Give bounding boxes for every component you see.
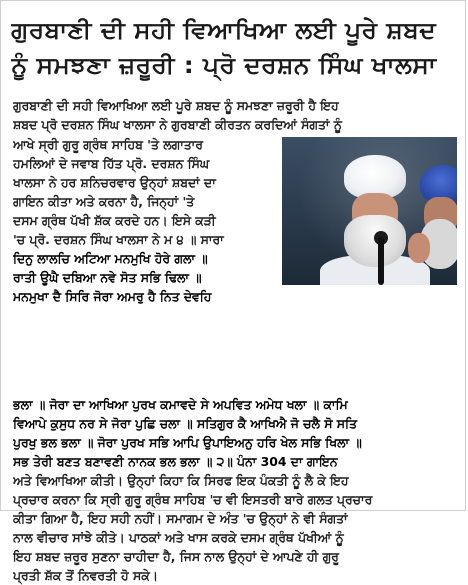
article-line: ਆਖੇ ਸ੍ਰੀ ਗੁਰੂ ਗ੍ਰੰਥ ਸਾਹਿਬ 'ਤੇ ਲਗਾਤਾਰ bbox=[13, 137, 203, 152]
article-intro bbox=[13, 96, 457, 134]
article-continuation bbox=[13, 395, 457, 585]
article-line: ਹਮਲਿਆਂ ਦੇ ਜਵਾਬ ਹਿੱਤ ਪ੍ਰੋ. ਦਰਸ਼ਨ ਸਿੰਘ bbox=[13, 156, 210, 171]
scripture-line: ਸਭ ਤੇਰੀ ਬਣਤ ਬਣਾਵਣੀ ਨਾਨਕ ਭਲ ਭਲਾ ॥ ੨॥ ਪੰਨਾ 304 ਦਾ ਗਾਇਨ bbox=[13, 454, 338, 469]
article-line: ਨਾਲ ਵੀਚਾਰ ਸਾਂਝੇ ਕੀਤੇ। ਪਾਠਕਾਂ ਅਤੇ ਖਾਸ ਕਰਕੇ ਦਸਮ ਗ੍ਰੰਥ ਪੱਖੀਆਂ ਨੂੰ bbox=[13, 530, 344, 545]
news-photo bbox=[282, 137, 457, 285]
article-line: ਕੀਤਾ ਗਿਆ ਹੈ, ਇਹ ਸਹੀ ਨਹੀਂ। ਸਮਾਗਮ ਦੇ ਅੰਤ 'ਚ ਉਨ੍ਹਾਂ ਨੇ ਵੀ ਸੰਗਤਾਂ bbox=[13, 511, 348, 526]
scripture-line: ਪੁਰਖੁ ਭਲ ਭਲਾ ॥ ਜੋਰਾ ਪੁਰਖ ਸਭਿ ਆਪਿ ਉਪਾਇਅਨੁ ਹਰਿ ਖੇਲ ਸਭਿ ਖਿਲਾ ॥ bbox=[13, 435, 362, 450]
article-line: ਪ੍ਰਚਾਰ ਕਰਨਾ ਕਿ ਸ੍ਰੀ ਗੁਰੂ ਗ੍ਰੰਥ ਸਾਹਿਬ 'ਚ ਵੀ ਇਸਤਰੀ ਬਾਰੇ ਗਲਤ ਪ੍ਰਚਾਰ bbox=[13, 492, 373, 507]
headline bbox=[11, 13, 459, 83]
article-line: 'ਚ ਪ੍ਰੋ. ਦਰਸ਼ਨ ਸਿੰਘ ਖਾਲਸਾ ਨੇ ਮ ੪ ॥ ਸਾਰਾ bbox=[13, 232, 224, 247]
article-line: ਸ਼ਬਦ ਪ੍ਰੋ ਦਰਸ਼ਨ ਸਿੰਘ ਖਾਲਸਾ ਨੇ ਗੁਰਬਾਣੀ ਕੀਰਤਨ ਕਰਦਿਆਂ ਸੰਗਤਾਂ ਨੂੰ bbox=[13, 117, 342, 132]
scripture-line: ਭਲਾ ॥ ਜੋਰਾ ਦਾ ਆਖਿਆ ਪੁਰਖ ਕਮਾਵਦੇ ਸੇ ਅਪਵਿਤ ਅਮੇਧ ਖਲਾ ॥ ਕਾਮਿ bbox=[13, 397, 348, 412]
raised-hand bbox=[408, 233, 430, 263]
article-left-column bbox=[13, 135, 279, 306]
headline-line-1: ਗੁਰਬਾਣੀ ਦੀ ਸਹੀ ਵਿਆਖਿਆ ਲਈ ਪੂਰੇ ਸ਼ਬਦ bbox=[11, 16, 436, 44]
scripture-line: ਦਿਨੁ ਲਾਲਚਿ ਅਟਿਆ ਮਨਮੁਖਿ ਹੋਰੇ ਗਲਾ ॥ bbox=[13, 251, 208, 266]
headline-line-2: ਨੂੰ ਸਮਝਣਾ ਜ਼ਰੂਰੀ : ਪ੍ਰੋ ਦਰਸ਼ਨ ਸਿੰਘ ਖਾਲਸਾ bbox=[11, 51, 437, 79]
article-line: ਅਤੇ ਵਿਆਖਿਆ ਕੀਤੀ। ਉਨ੍ਹਾਂ ਕਿਹਾ ਕਿ ਸਿਰਫ ਇਕ ਪੰਕਤੀ ਨੂੰ ਲੈ ਕੇ ਇਹ bbox=[13, 473, 349, 488]
scripture-line: ਰਾਤੀ ਊਘੈ ਦਬਿਆ ਨਵੇ ਸੋਤ ਸਭਿ ਢਿਲਾ ॥ bbox=[13, 270, 202, 285]
article-line: ਖਾਲਸਾ ਨੇ ਹਰ ਸ਼ਨਿਚਰਵਾਰ ਉਨ੍ਹਾਂ ਸ਼ਬਦਾਂ ਦਾ bbox=[13, 175, 216, 190]
scripture-line: ਵਿਆਪੇ ਕੁਸੁਧ ਨਰ ਸੇ ਜੋਰਾ ਪੁਛਿ ਚਲਾ ॥ ਸਤਿਗੁਰ ਕੈ ਆਖਿਐ ਜੋ ਚਲੈ ਸੋ ਸਤਿ bbox=[13, 416, 357, 431]
scripture-line: ਮਨਮੁਖਾ ਦੈ ਸਿਰਿ ਜੋਰਾ ਅਮਰੁ ਹੈ ਨਿਤ ਦੇਵਹਿ bbox=[13, 289, 212, 304]
article-line: ਗੁਰਬਾਣੀ ਦੀ ਸਹੀ ਵਿਆਖਿਆ ਲਈ ਪੂਰੇ ਸ਼ਬਦ ਨੂੰ ਸਮਝਣਾ ਜ਼ਰੂਰੀ ਹੈ ਇਹ bbox=[13, 98, 339, 113]
article-line: ਇਹ ਸ਼ਬਦ ਜ਼ਰੂਰ ਸੁਣਨਾ ਚਾਹੀਦਾ ਹੈ, ਜਿਸ ਨਾਲ ਉਨ੍ਹਾਂ ਦੇ ਆਪਣੇ ਹੀ ਗੁਰੂ bbox=[13, 549, 339, 564]
microphone-stand bbox=[378, 237, 384, 285]
article-line: ਪ੍ਰਤੀ ਸ਼ੱਕ ਤੋਂ ਨਿਵਰਤੀ ਹੋ ਸਕੇ। bbox=[13, 568, 159, 583]
article-line: ਦਸਮ ਗ੍ਰੰਥ ਪੱਖੀ ਸ਼ੱਕ ਕਰਦੇ ਹਨ। ਇਸੇ ਕੜੀ bbox=[13, 213, 216, 228]
article-line: ਗਾਇਨ ਕੀਤਾ ਅਤੇ ਕਰਨਾ ਹੈ, ਜਿਨ੍ਹਾਂ 'ਤੇ bbox=[13, 194, 195, 209]
